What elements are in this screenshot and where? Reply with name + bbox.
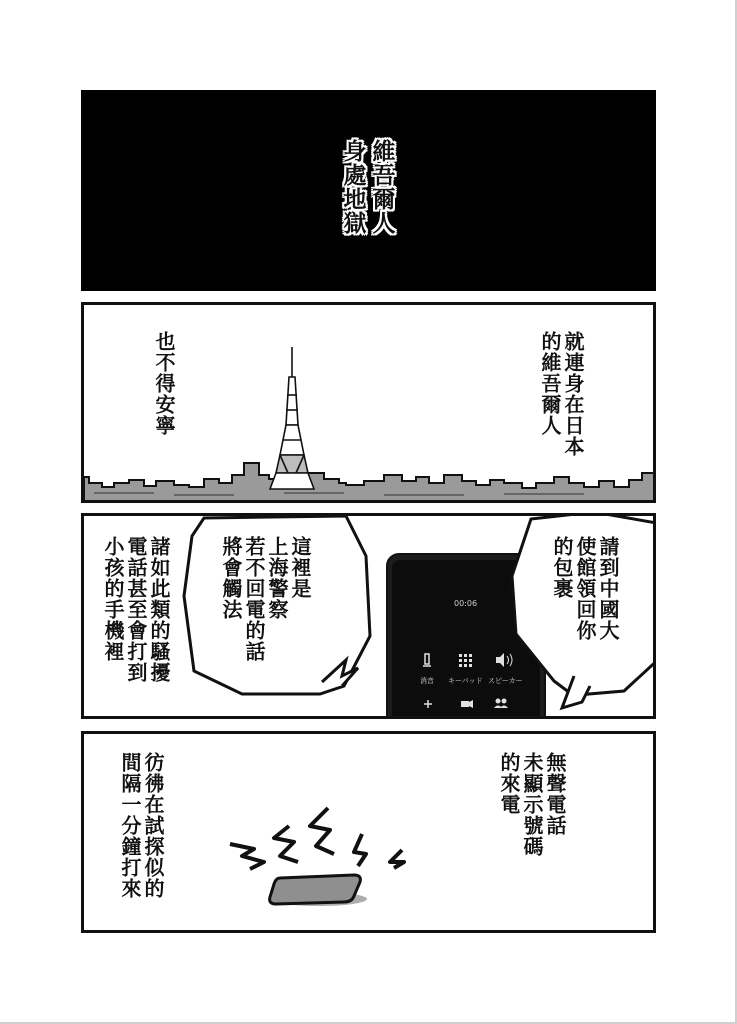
mute-label[interactable]: 消音 <box>420 677 434 685</box>
tower-right-caption: 就連身在日本 的維吾爾人 <box>538 331 585 457</box>
vibration-lines <box>230 808 404 869</box>
vibrate-left-caption: 彷彿在試探似的 間隔一分鐘打來 <box>118 752 165 899</box>
vibrate-right-caption: 無聲電話 未顯示號碼 的來電 <box>497 752 567 857</box>
phone-panel <box>81 513 656 719</box>
call-timer: 00:06 <box>454 599 478 608</box>
title-line-2: 身處地獄 <box>339 139 366 235</box>
vibrate-panel <box>81 731 656 933</box>
title-panel <box>81 90 656 291</box>
phone-right-bubble-text: 請到中國大 使館領回你 的包裹 <box>550 536 620 641</box>
keypad-label[interactable]: キーパッド <box>448 677 483 685</box>
city-skyline <box>84 463 656 503</box>
tower-panel <box>81 302 656 503</box>
phone-left-caption: 諸如此類的騷擾 電話甚至會打到 小孩的手機裡 <box>101 536 171 683</box>
tokyo-tower <box>270 347 314 489</box>
speaker-label[interactable]: スピーカー <box>488 677 523 685</box>
vibrating-phone-illustration <box>84 734 656 933</box>
title-line-1: 維吾爾人 <box>368 139 395 235</box>
phone-middle-bubble-text: 這裡是 上海警察 若不回電的話 將會觸法 <box>219 536 312 662</box>
smartphone-on-table <box>270 875 361 904</box>
tower-left-caption: 也不得安寧 <box>152 331 176 436</box>
